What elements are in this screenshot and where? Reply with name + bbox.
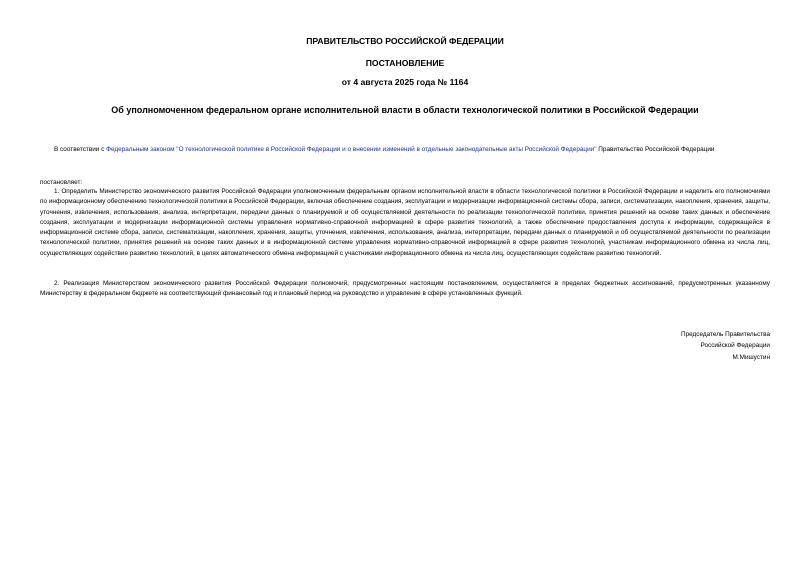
signature-name: М.Мишустин: [732, 353, 770, 361]
signature-position: Председатель Правительства: [681, 331, 770, 338]
signature-country: Российской Федерации: [700, 342, 770, 350]
intro-suffix: Правительство Российской Федерации: [596, 146, 715, 153]
resolves-label: постановляет:: [40, 179, 83, 186]
signature-block: [681, 329, 770, 363]
intro-prefix: В соответствии с: [54, 146, 107, 153]
document-type: ПОСТАНОВЛЕНИЕ: [365, 58, 445, 68]
paragraph-item-2: 2. Реализация Министерством экономического развития Российской Федерации полномочий, предусмотренных настоящим постановлением, осуществляется в пределах бюджетных ассигнований, предусмотренных указанному Министерству в федеральном бюджете на соответствующий финансовый год и плановый период на руководство и управление в сфере установленных функций.: [40, 280, 770, 298]
intro-paragraph: [40, 145, 770, 155]
paragraph-item-1: 1. Определить Министерство экономического развития Российской Федерации уполномоченным федеральным органом исполнительной власти в области технологической политики в Российской Федерации и наделить его полномочиями по информационному обеспечению технологической политики в Российской Федерации, включая обеспечение создания, эксплуатации и модернизации информационной системы сбора, записи, систематизации, накопления, хранения, защиты, уточнения, извлечения, использования, анализа, интерпретации, передачи данных о планируемой и об осуществляемой деятельности по реализации технологической политики, принятия решений на основе таких данных и обеспечение создания, эксплуатации и модернизации информационной системы управления нормативно-справочной информацией в сфере развития технологий, а также обеспечение предоставления доступа к информации, содержащейся в информационной системе сбора, записи, систематизации, накопления, хранения, защиты, уточнения, извлечения, использования, анализа, интерпретации, передачи данных о планируемой и об осуществляемой деятельности по реализации технологической политики, принятия решений на основе таких данных и в информационной системе управления нормативно-справочной информацией в сфере развития технологий, участникам информационного обмена из числа лиц, осуществляющих содействие развитию технологий, в целях автоматического обмена информацией с участниками информационного обмена из числа лиц, осуществляющих содействие развитию технологий.: [40, 188, 770, 257]
federal-law-link[interactable]: Федеральным законом "О технологической политике в Российской Федерации и о внесении изменений в отдельные законодательные акты Российской Федерации": [106, 146, 597, 153]
document-page: [40, 0, 770, 571]
document-subject: Об уполномоченном федеральном органе исполнительной власти в области технологической политики в Российской Федерации: [111, 105, 699, 115]
document-date-number: от 4 августа 2025 года № 1164: [341, 77, 469, 87]
government-title: ПРАВИТЕЛЬСТВО РОССИЙСКОЙ ФЕДЕРАЦИИ: [306, 36, 504, 46]
